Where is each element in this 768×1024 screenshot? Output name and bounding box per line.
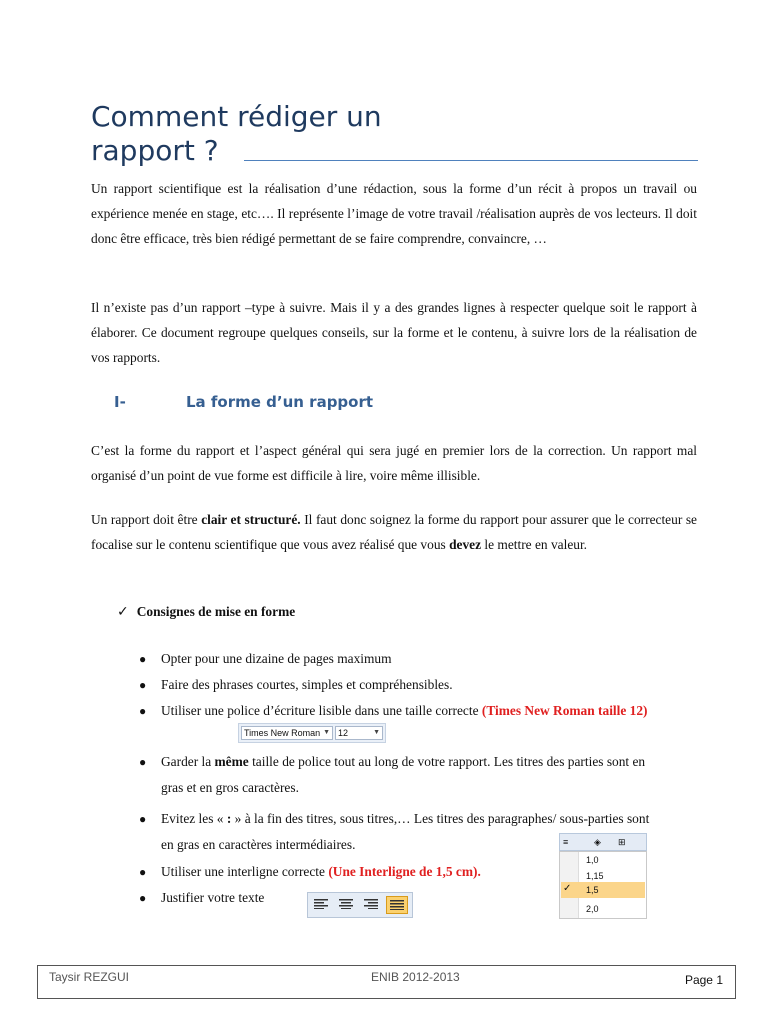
bold-text: même xyxy=(214,754,249,769)
text-run: Utiliser une interligne correcte xyxy=(161,864,329,879)
section-paragraph-2 xyxy=(91,507,697,557)
highlight-text: (Times New Roman taille 12) xyxy=(481,703,648,718)
line-spacing-toolbar xyxy=(559,833,647,851)
align-left-icon xyxy=(311,896,331,912)
align-justify-icon xyxy=(386,896,408,914)
spacing-option: 1,15 xyxy=(586,871,604,881)
text-run: le mettre en valeur. xyxy=(481,537,588,552)
lines-glyph xyxy=(314,899,328,909)
text-run: Un rapport doit être xyxy=(91,512,202,527)
list-item-text: Faire des phrases courtes, simples et compréhensibles. xyxy=(161,677,453,692)
line-spacing-icon: ≡ xyxy=(563,837,569,847)
selected-option-highlight xyxy=(561,882,645,898)
line-spacing-dropdown xyxy=(559,851,647,919)
lines-glyph xyxy=(364,899,378,909)
footer-page-number: Page 1 xyxy=(684,973,723,987)
text-run: Garder la xyxy=(161,754,215,769)
lines-glyph xyxy=(390,900,404,910)
font-size-select xyxy=(335,726,383,740)
bold-text: : xyxy=(226,811,232,826)
align-center-icon xyxy=(336,896,356,912)
list-item xyxy=(139,749,659,801)
list-item xyxy=(139,698,659,724)
lines-glyph xyxy=(339,899,353,909)
section-number: I- xyxy=(114,393,126,411)
bullet-icon: ● xyxy=(139,865,147,879)
line-spacing-menu-image xyxy=(559,833,645,917)
list-item xyxy=(139,646,659,672)
borders-icon: ⊞ xyxy=(618,837,626,847)
intro-paragraph-2: Il n’existe pas d’un rapport –type à suivre. Mais il y a des grandes lignes à respecter quelque soit le rapport à élaborer. Ce document regroupe quelques conseils, sur la forme et le contenu, à suivre lors de la réalisation de vos rapports. xyxy=(91,300,697,365)
list-item-text xyxy=(161,749,659,801)
title-underline xyxy=(244,160,698,161)
font-toolbar-image xyxy=(238,723,386,743)
text-run: Evitez les « xyxy=(161,811,227,826)
text-run: » à la fin des titres, sous titres,… Les titres des paragraphes/ sous-parties sont en gras en caractères intermédiaires. xyxy=(161,811,650,852)
check-icon: ✓ xyxy=(117,604,129,620)
chevron-down-icon: ▼ xyxy=(323,729,330,736)
document-title: Comment rédiger un rapport ? xyxy=(91,100,382,167)
consignes-heading xyxy=(117,604,295,620)
bullet-icon: ● xyxy=(139,652,147,666)
footer-school: ENIB 2012-2013 xyxy=(371,970,460,984)
bullet-icon: ● xyxy=(139,755,147,769)
list-item-text xyxy=(161,698,659,724)
check-icon: ✓ xyxy=(563,883,572,894)
font-name-value: Times New Roman xyxy=(244,728,321,738)
spacing-option: 2,0 xyxy=(586,904,599,914)
section-heading xyxy=(114,393,373,411)
bold-text: devez xyxy=(449,537,482,552)
bullet-icon: ● xyxy=(139,812,147,826)
footer-author: Taysir REZGUI xyxy=(49,970,130,984)
bullet-icon: ● xyxy=(139,678,147,692)
spacing-option: 1,0 xyxy=(586,855,599,865)
bullet-icon: ● xyxy=(139,891,147,905)
list-item-text: Opter pour une dizaine de pages maximum xyxy=(161,651,392,666)
shading-icon: ◈ xyxy=(594,837,601,847)
consignes-label: Consignes de mise en forme xyxy=(136,604,296,619)
section-paragraph-1: C’est la forme du rapport et l’aspect général qui sera jugé en premier lors de la correction. Un rapport mal organisé d’un point de vue forme est difficile à lire, voire même illisible. xyxy=(91,443,697,483)
alignment-toolbar-image xyxy=(307,892,413,918)
intro-paragraph-1: Un rapport scientifique est la réalisation d’une rédaction, sous la forme d’un récit à propos un travail ou expérience menée en stage, etc…. Il représente l’image de votre travail /réalisation auprès de vos lecteurs. Il doit donc être efficace, très bien rédigé permettant de se faire comprendre, convaincre, … xyxy=(91,181,697,246)
highlight-text: (Une Interligne de 1,5 cm). xyxy=(328,864,481,879)
chevron-down-icon: ▼ xyxy=(373,729,380,736)
font-size-value: 12 xyxy=(338,728,349,738)
align-right-icon xyxy=(361,896,381,912)
bold-text: clair et structuré. xyxy=(201,512,301,527)
bullet-icon: ● xyxy=(139,704,147,718)
spacing-option-selected: 1,5 xyxy=(586,885,599,895)
list-item-text: Justifier votre texte xyxy=(161,890,265,905)
page-footer xyxy=(37,965,736,999)
text-run: taille de police tout au long de votre rapport. Les titres des parties sont en gras et en gros caractères. xyxy=(161,754,646,795)
list-item xyxy=(139,672,659,698)
text-run: Utiliser une police d’écriture lisible dans une taille correcte xyxy=(161,703,482,718)
font-name-select xyxy=(241,726,333,740)
text-run: Il faut donc soignez la forme du rapport pour assurer que le correcteur se focalise sur le contenu scientifique que vous avez réalisé que vous xyxy=(91,512,697,552)
section-title: La forme d’un rapport xyxy=(186,393,374,411)
